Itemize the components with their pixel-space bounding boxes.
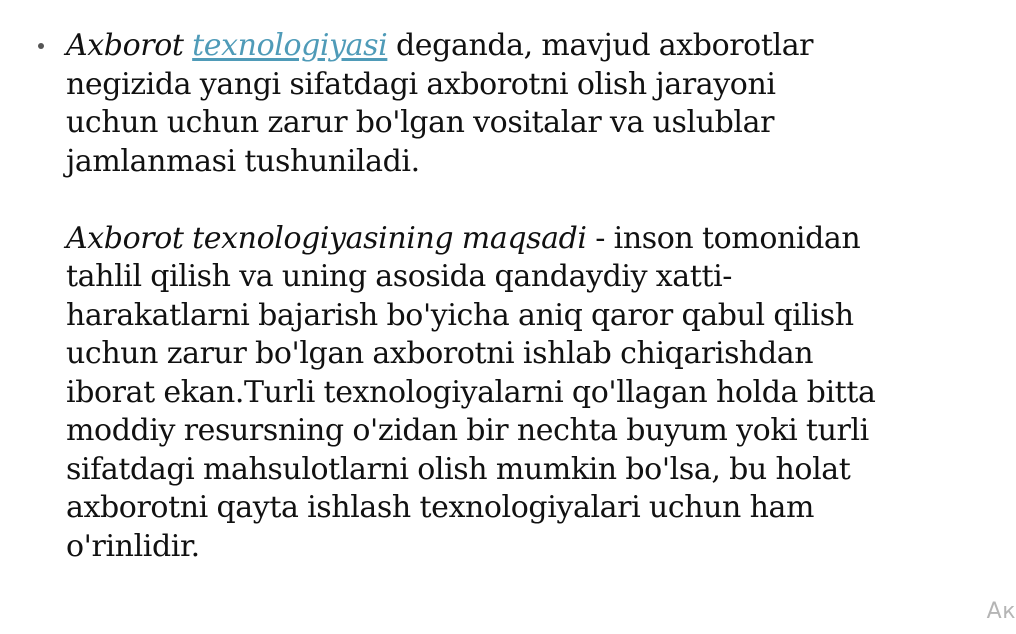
- purpose-term: Axborot texnologiyasining maqsadi: [66, 220, 587, 256]
- purpose-paragraph: [66, 220, 1006, 567]
- definition-paragraph: [66, 27, 1006, 181]
- activation-watermark: Ак: [986, 599, 1016, 624]
- texnologiyasi-link[interactable]: texnologiyasi: [192, 28, 388, 63]
- definition-text: deganda, mavjud axborotlar negizida yangi sifatdagi axborotni olish jarayoni uchun uchun zarur bo'lgan vositalar va uslublar jamlanmasi tushuniladi.: [66, 28, 814, 179]
- definition-term: Axborot: [66, 28, 193, 63]
- bullet-text: [66, 27, 1006, 566]
- purpose-text: - inson tomonidan tahlil qilish va uning asosida qandaydiy xatti- harakatlarni bajarish bo'yicha aniq qaror qabul qilish uchun zarur bo'lgan axborotni ishlab chiqarishdan iborat ekan.Turli texnologiyalarni qo'llagan holda bitta moddiy resursning o'zidan bir nechta buyum yoki turli sifatdagi mahsulotlarni olish mumkin bo'lsa, bu holat axborotni qayta ishlash texnologiyalari uchun ham o'rinlidir.: [66, 220, 876, 564]
- bullet-dot-icon: [38, 43, 44, 49]
